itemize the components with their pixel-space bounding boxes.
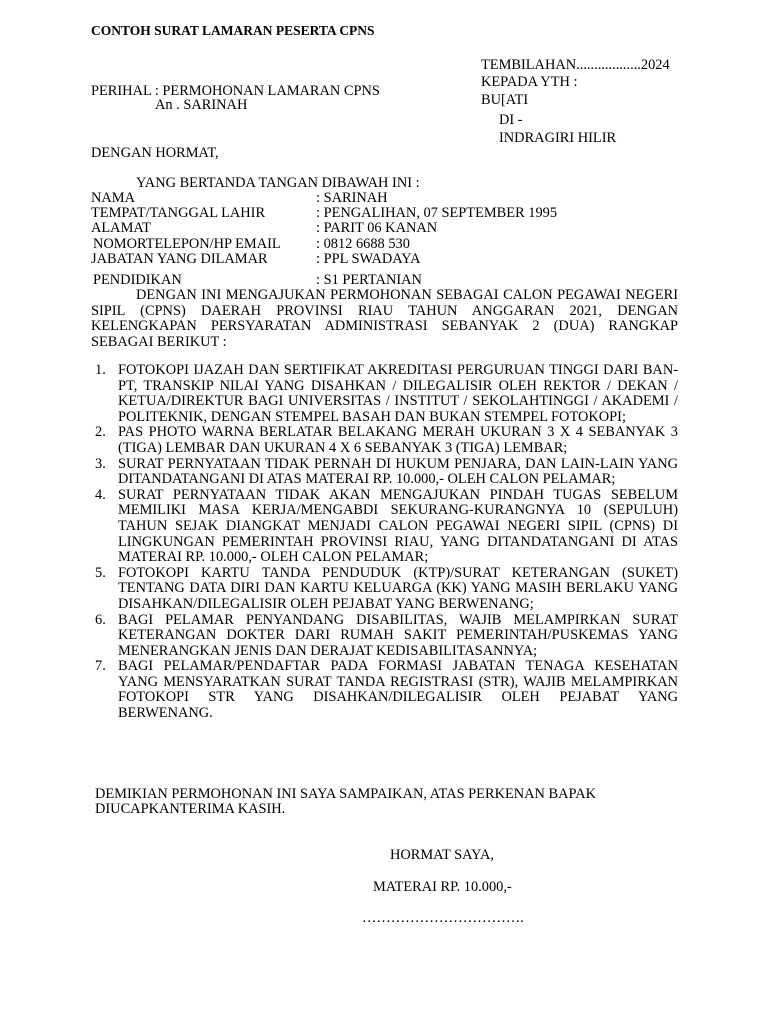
perihal-subject: PERIHAL : PERMOHONAN LAMARAN CPNS	[91, 83, 380, 99]
list-item-number: 7.	[95, 658, 106, 675]
requirements-list	[91, 363, 678, 722]
list-item-number: 1.	[95, 362, 106, 378]
list-item	[91, 363, 678, 425]
list-item-number: 4.	[95, 486, 106, 503]
signature-line: …………………………….	[362, 910, 524, 926]
field-label-alamat: ALAMAT	[91, 220, 151, 236]
greeting: DENGAN HORMAT,	[91, 145, 219, 161]
list-item-text: SURAT PERNYATAAN TIDAK PERNAH DI HUKUM PENJARA, DAN LAIN-LAIN YANG DITANDATANGANI DI ATAS MATERAI RP. 10.000,- OLEH CALON PELAMAR;	[118, 455, 678, 488]
list-item-text: BAGI PELAMAR PENYANDANG DISABILITAS, WAJIB MELAMPIRKAN SURAT KETERANGAN DOKTER DARI RUMAH SAKIT PEMERINTAH/PUSKEMAS YANG MENERANGKAN JENIS DAN DERAJAT KEDISABILITASANNYA;	[118, 611, 678, 659]
recipient-kepada: KEPADA YTH :	[481, 74, 578, 90]
recipient-name: BU[ATI	[481, 92, 529, 108]
document-title: CONTOH SURAT LAMARAN PESERTA CPNS	[91, 23, 375, 38]
list-item	[91, 613, 678, 660]
closing-line-2: DIUCAPKANTERIMA KASIH.	[95, 801, 286, 817]
field-value-telepon: : 0812 6688 530	[316, 236, 410, 252]
field-label-telepon: NOMORTELEPON/HP EMAIL	[93, 236, 281, 252]
signature-hormat: HORMAT SAYA,	[390, 847, 494, 863]
list-item-text: PAS PHOTO WARNA BERLATAR BELAKANG MERAH UKURAN 3 X 4 SEBANYAK 3 (TIGA) LEMBAR DAN UKURAN 4 X 6 SEBANYAK 3 (TIGA) LEMBAR;	[118, 424, 678, 456]
field-label-pendidikan: PENDIDIKAN	[93, 272, 182, 288]
list-item-text: SURAT PERNYATAAN TIDAK AKAN MENGAJUKAN PINDAH TUGAS SEBELUM MEMILIKI MASA KERJA/MENGABDI SEKURANG-KURANGNYA 10 (SEPULUH) TAHUN SEJAK DIANGKAT MENJADI CALON PEGAWAI NEGERI SIPIL (CPNS) DI LINGKUNGAN PEMERINTAH PROVINSI RIAU, YANG DITANDATANGANI DI ATAS MATERAI RP. 10.000,- OLEH CALON PELAMAR;	[118, 486, 678, 566]
list-item-number: 6.	[95, 611, 106, 628]
field-value-ttl: : PENGALIHAN, 07 SEPTEMBER 1995	[316, 205, 558, 221]
list-item-number: 5.	[95, 564, 106, 581]
field-value-jabatan: : PPL SWADAYA	[316, 251, 421, 267]
list-item	[91, 488, 678, 566]
intro-line: YANG BERTANDA TANGAN DIBAWAH INI :	[136, 175, 420, 191]
recipient-location: INDRAGIRI HILIR	[499, 130, 617, 146]
list-item-number: 2.	[95, 424, 106, 441]
field-value-nama: : SARINAH	[316, 190, 388, 206]
list-item	[91, 566, 678, 613]
field-label-ttl: TEMPAT/TANGGAL LAHIR	[91, 205, 266, 221]
list-item	[91, 659, 678, 721]
place-date: TEMBILAHAN..................2024	[481, 57, 670, 73]
field-label-nama: NAMA	[91, 190, 135, 206]
perihal-applicant: An . SARINAH	[155, 97, 248, 113]
field-label-jabatan: JABATAN YANG DILAMAR	[91, 251, 268, 267]
list-item	[91, 425, 678, 456]
list-item-text: BAGI PELAMAR/PENDAFTAR PADA FORMASI JABATAN TENAGA KESEHATAN YANG MENSYARATKAN SURAT TANDA REGISTRASI (STR), WAJIB MELAMPIRKAN FOTOKOPI STR YANG DISAHKAN/DILEGALISIR OLEH PEJABAT YANG BERWENANG.	[118, 658, 678, 722]
recipient-di: DI -	[499, 112, 523, 128]
list-item-text: FOTOKOPI KARTU TANDA PENDUDUK (KTP)/SURAT KETERANGAN (SUKET) TENTANG DATA DIRI DAN KARTU KELUARGA (KK) YANG MASIH BERLAKU YANG DISAHKAN/DILEGALISIR OLEH PEJABAT YANG BERWENANG;	[118, 564, 678, 612]
list-item-text: FOTOKOPI IJAZAH DAN SERTIFIKAT AKREDITASI PERGURUAN TINGGI DARI BAN-PT, TRANSKIP NILAI YANG DISAHKAN / DILEGALISIR OLEH REKTOR / DEKAN / KETUA/DIREKTUR BAGI UNIVERSITAS / INSTITUT / SEKOLAHTINGGI / AKADEMI / POLITEKNIK, DENGAN STEMPEL BASAH DAN BUKAN STEMPEL FOTOKOPI;	[118, 362, 678, 425]
signature-materai: MATERAI RP. 10.000,-	[373, 879, 512, 895]
list-item-number: 3.	[95, 455, 106, 472]
body-paragraph: DENGAN INI MENGAJUKAN PERMOHONAN SEBAGAI CALON PEGAWAI NEGERI SIPIL (CPNS) DAERAH PROVINSI RIAU TAHUN ANGGARAN 2021, DENGAN KELENGKAPAN PERSYARATAN ADMINISTRASI SEBANYAK 2 (DUA) RANGKAP SEBAGAI BERIKUT :	[91, 287, 678, 350]
list-item	[91, 457, 678, 488]
closing-line-1: DEMIKIAN PERMOHONAN INI SAYA SAMPAIKAN, ATAS PERKENAN BAPAK	[95, 786, 596, 802]
field-value-pendidikan: : S1 PERTANIAN	[316, 272, 422, 288]
field-value-alamat: : PARIT 06 KANAN	[316, 220, 438, 236]
